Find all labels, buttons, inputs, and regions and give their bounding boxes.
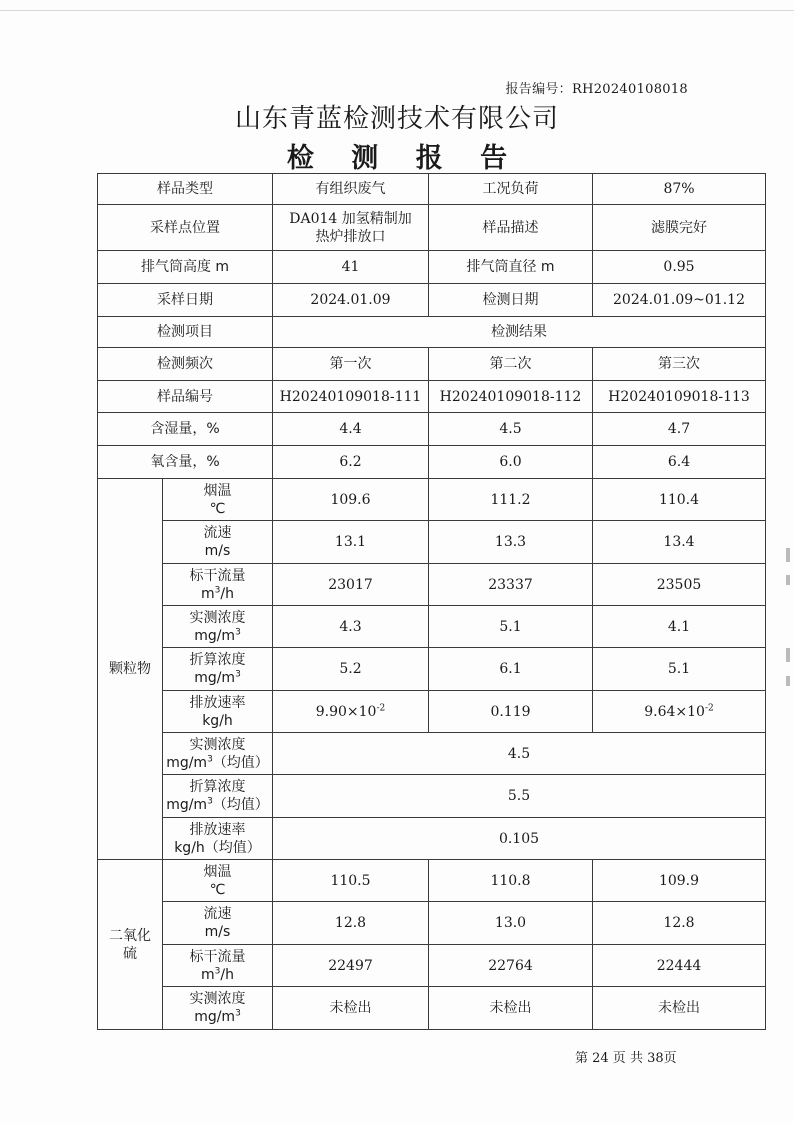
row-so2-velocity [98,902,766,945]
pm-rate-label [163,691,273,733]
rate-1-base: 9.90×10 [315,703,377,720]
pm-velocity-unit: m/s [204,543,231,559]
sample-desc-label: 样品描述 [429,205,593,251]
avg-suffix: （均值） [204,839,261,856]
unit-m: m [201,585,215,602]
row-pm-avg-converted [98,775,766,818]
rate-3-exp: -2 [704,702,714,713]
pm-avg-rate-label [163,818,273,860]
so2-flow-3: 22444 [593,945,766,987]
pm-rate-2: 0.119 [429,691,593,733]
so2-flow-1: 22497 [273,945,429,987]
pm-temp-3: 110.4 [593,479,766,521]
sample-type-value: 有组织废气 [273,174,429,205]
row-stack-height [98,251,766,284]
pm-flow-1: 23017 [273,564,429,606]
page-number: 第 24 页 共 38页 [575,1051,677,1066]
so2-temp-1: 110.5 [273,860,429,902]
unit-mg-m: mg/m [194,1009,236,1025]
pm-rate-1 [273,691,429,733]
run-2: 第二次 [429,348,593,381]
so2-flow-label-text: 标干流量 [189,948,246,965]
pm-measured-2: 5.1 [429,606,593,648]
scan-edge-mark [786,648,790,662]
pm-converted-3: 5.1 [593,648,766,691]
pm-temp-1: 109.6 [273,479,429,521]
sample-desc-value: 滤膜完好 [593,205,766,251]
moisture-label: 含湿量，% [98,413,273,446]
so2-measured-1: 未检出 [273,987,429,1030]
oxygen-3: 6.4 [593,446,766,479]
row-pm-converted [98,648,766,691]
row-frequency [98,348,766,381]
sample-no-3: H20240109018-113 [593,381,766,413]
pm-converted-1: 5.2 [273,648,429,691]
so2-measured-3: 未检出 [593,987,766,1030]
pm-converted-label-text: 折算浓度 [189,652,246,668]
row-sample-type [98,174,766,205]
unit-exp: 3 [214,965,221,976]
avg-suffix: （均值） [212,797,269,813]
unit-exp: 3 [207,753,213,764]
pm-temp-unit: ℃ [209,500,226,517]
so2-temp-label [163,860,273,902]
unit-mg-m: mg/m [194,627,236,644]
row-pm-temp [98,479,766,521]
oxygen-2: 6.0 [429,446,593,479]
run-3: 第三次 [593,348,766,381]
pm-avg-converted-value: 5.5 [273,775,766,818]
so2-name-line2: 硫 [123,945,137,962]
pm-avg-measured-label [163,733,273,775]
pm-measured-1: 4.3 [273,606,429,648]
pm-converted-unit [165,669,270,687]
so2-measured-label-text: 实测浓度 [189,991,246,1007]
rate-3-base: 9.64×10 [644,703,705,720]
so2-flow-2: 22764 [429,945,593,987]
pm-measured-label [163,606,273,648]
pm-velocity-3: 13.4 [593,521,766,564]
unit-mg-m: mg/m [194,670,236,686]
pm-temp-label-text: 烟温 [203,482,232,499]
pm-avg-converted-label [163,775,273,818]
pm-velocity-label-text: 流速 [203,525,232,541]
pm-measured-unit [165,627,270,645]
pm-flow-2: 23337 [429,564,593,606]
row-pm-avg-rate [98,818,766,860]
pm-avg-measured-label-text: 实测浓度 [189,736,246,753]
pm-converted-label [163,648,273,691]
stack-height-label: 排气筒高度 m [98,251,273,284]
sample-no-label: 样品编号 [98,381,273,413]
pm-avg-converted-label-text: 折算浓度 [189,779,246,795]
moisture-3: 4.7 [593,413,766,446]
so2-flow-label [163,945,273,987]
row-so2-temp [98,860,766,902]
so2-temp-2: 110.8 [429,860,593,902]
test-date-label: 检测日期 [429,284,593,317]
frequency-label: 检测频次 [98,348,273,381]
document-title: 检 测 报 告 [286,143,522,174]
moisture-1: 4.4 [273,413,429,446]
unit-exp: 3 [235,1008,241,1019]
sample-no-2: H20240109018-112 [429,381,593,413]
row-sample-no [98,381,766,413]
so2-measured-unit [165,1008,270,1026]
pm-avg-measured-unit [165,754,270,772]
sampling-point-value [273,205,429,251]
unit-exp: 3 [235,626,241,637]
particulate-name: 颗粒物 [98,479,163,860]
row-oxygen [98,446,766,479]
stack-diameter-label: 排气筒直径 m [429,251,593,284]
oxygen-1: 6.2 [273,446,429,479]
unit-exp: 3 [207,796,213,807]
row-pm-flow [98,564,766,606]
unit-mg-m: mg/m [166,797,208,813]
so2-velocity-3: 12.8 [593,902,766,945]
pm-converted-2: 6.1 [429,648,593,691]
item-label: 检测项目 [98,317,273,348]
run-1: 第一次 [273,348,429,381]
so2-temp-label-text: 烟温 [203,863,232,880]
so2-name-line1: 二氧化 [109,927,151,944]
unit-m: m [201,966,215,983]
so2-velocity-unit: m/s [204,924,231,940]
company-name: 山东青蓝检测技术有限公司 [234,104,559,134]
scan-edge-mark [786,575,790,585]
so2-measured-label [163,987,273,1030]
sampling-point-line2: 热炉排放口 [315,228,386,245]
row-so2-measured [98,987,766,1030]
pm-rate-label-text: 排放速率 [189,694,246,711]
sampling-point-label: 采样点位置 [98,205,273,251]
so2-velocity-label-text: 流速 [203,906,232,922]
unit-per-hour: /h [220,585,234,602]
so2-measured-2: 未检出 [429,987,593,1030]
pm-temp-2: 111.2 [429,479,593,521]
sample-no-1: H20240109018-111 [273,381,429,413]
sampling-date-value: 2024.01.09 [273,284,429,317]
so2-temp-3: 109.9 [593,860,766,902]
scan-edge-mark [786,548,790,562]
so2-velocity-label [163,902,273,945]
report-table [97,173,766,1030]
sampling-point-line1: DA014 加氢精制加 [289,210,412,227]
sampling-date-label: 采样日期 [98,284,273,317]
stack-diameter-value: 0.95 [593,251,766,284]
pm-velocity-label [163,521,273,564]
result-label: 检测结果 [273,317,766,348]
pm-rate-3 [593,691,766,733]
row-moisture [98,413,766,446]
report-number: 报告编号：RH20240108018 [505,82,688,97]
unit-exp: 3 [235,669,241,680]
unit-mg-m: mg/m [166,754,208,771]
pm-flow-label [163,564,273,606]
oxygen-label: 氧含量，% [98,446,273,479]
so2-temp-unit: ℃ [209,881,226,898]
pm-avg-converted-unit [165,796,270,814]
moisture-2: 4.5 [429,413,593,446]
load-value: 87% [593,174,766,205]
pm-avg-rate-value: 0.105 [273,818,766,860]
unit-exp: 3 [214,584,221,595]
pm-velocity-2: 13.3 [429,521,593,564]
pm-flow-3: 23505 [593,564,766,606]
pm-flow-label-text: 标干流量 [189,567,246,584]
unit-kg-h: kg/h [174,839,205,856]
row-so2-flow [98,945,766,987]
stack-height-value: 41 [273,251,429,284]
row-pm-avg-measured [98,733,766,775]
pm-measured-3: 4.1 [593,606,766,648]
row-pm-velocity [98,521,766,564]
avg-suffix: （均值） [212,754,269,771]
pm-avg-rate-label-text: 排放速率 [189,821,246,838]
row-dates [98,284,766,317]
so2-velocity-2: 13.0 [429,902,593,945]
row-pm-measured [98,606,766,648]
top-rule [0,10,794,11]
pm-velocity-1: 13.1 [273,521,429,564]
so2-flow-unit [165,966,270,984]
row-item-header [98,317,766,348]
pm-avg-measured-value: 4.5 [273,733,766,775]
test-date-value: 2024.01.09~01.12 [593,284,766,317]
so2-name [98,860,163,1030]
row-sampling-point [98,205,766,251]
pm-avg-rate-unit [165,839,270,857]
load-label: 工况负荷 [429,174,593,205]
row-pm-rate [98,691,766,733]
pm-temp-label [163,479,273,521]
so2-velocity-1: 12.8 [273,902,429,945]
unit-per-hour: /h [220,966,234,983]
sample-type-label: 样品类型 [98,174,273,205]
pm-flow-unit [165,585,270,603]
scan-edge-mark [786,676,790,686]
pm-rate-unit: kg/h [202,712,233,729]
rate-1-exp: -2 [376,702,386,713]
pm-measured-label-text: 实测浓度 [189,609,246,626]
